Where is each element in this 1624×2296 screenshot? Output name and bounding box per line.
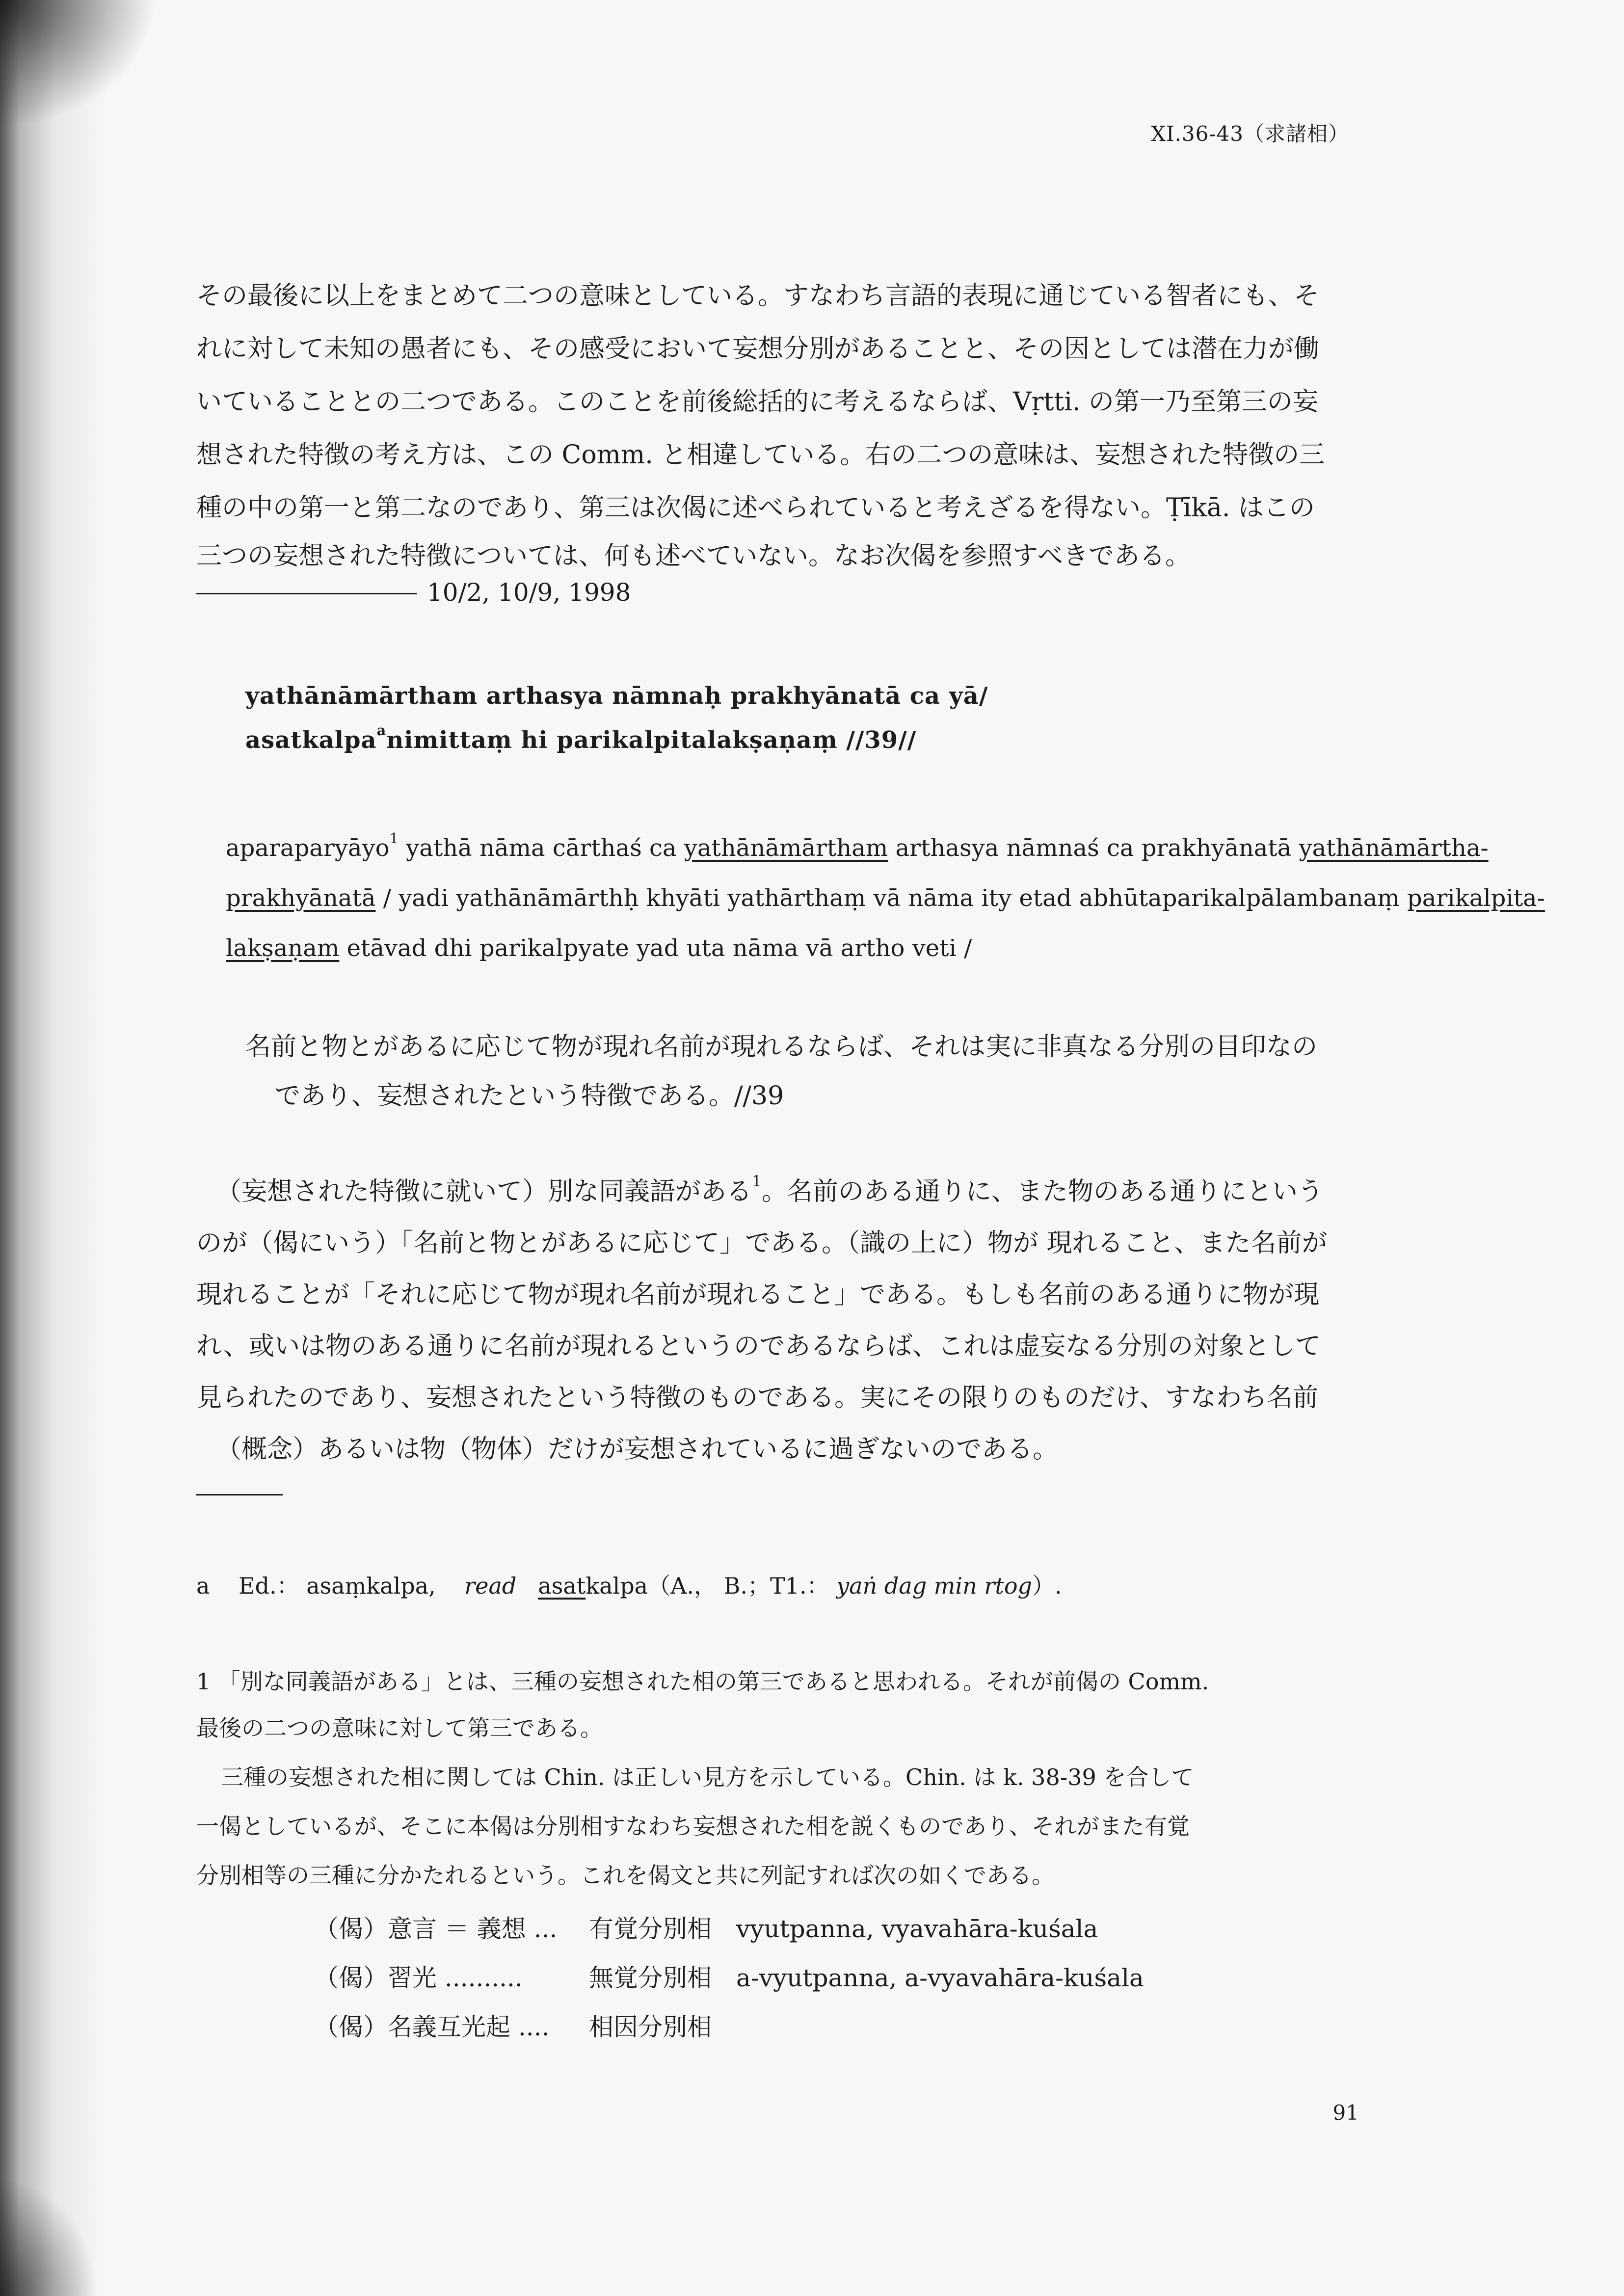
note-1-line: 分別相等の三種に分かたれるという。これを偈文と共に列記すれば次の如くである。	[196, 1862, 1054, 1889]
scan-shadow-bottom-left	[0, 2178, 98, 2296]
explanation-line: のが（偈にいう）「名前と物とがあるに応じて」である。（識の上に）物が 現れること、また名前が	[196, 1228, 1328, 1258]
commentary-line-2: prakhyānatā / yadi yathānāmārthḥ khyāti yathārthaṃ vā nāma ity etad abhūtaparikalpālambanaṃ parikalpita-	[226, 884, 1545, 912]
translation-line-1: 名前と物とがあるに応じて物が現れ名前が現れるならば、それは実に非真なる分別の目印なの	[245, 1032, 1318, 1062]
correspondence-row: （偈）名義互光起 .... 相因分別相	[314, 2013, 712, 2041]
intro-line: いていることとの二つである。このことを前後総括的に考えるならば、Vṛtti. の第一乃至第三の妄	[196, 387, 1318, 417]
intro-line: 三つの妄想された特徴については、何も述べていない。なお次偈を参照すべきである。	[196, 541, 1191, 571]
page-number: 91	[1332, 2101, 1359, 2125]
translation-line-2: であり、妄想されたという特徴である。//39	[275, 1081, 784, 1111]
footnote-rule	[196, 1494, 283, 1495]
intro-line: その最後に以上をまとめて二つの意味としている。すなわち言語的表現に通じている智者にも、そ	[196, 281, 1320, 311]
footnote-a: a Ed.： asaṃkalpa, read asatkalpa（A.， B.；T1.： yaṅ dag min rtog）.	[196, 1573, 1062, 1599]
note-1-line: 三種の妄想された相に関しては Chin. は正しい見方を示している。Chin. は k. 38-39 を合して	[221, 1764, 1194, 1790]
note-1-line: 一偈としているが、そこに本偈は分別相すなわち妄想された相を説くものであり、それがまた有覚	[196, 1813, 1190, 1840]
verse-line-2: asatkalpa$^a$nimittaṃ hi parikalpitalakṣaṇaṃ //39//	[245, 722, 917, 754]
correspondence-row: （偈）意言 ＝ 義想 ... 有覚分別相 vyutpanna, vyavahāra-kuśala	[314, 1915, 1098, 1943]
scan-shadow-top-left	[0, 0, 157, 128]
scan-shadow-left	[0, 0, 142, 2296]
explanation-line: 現れることが「それに応じて物が現れ名前が現れること」である。もしも名前のある通りに物が現	[196, 1280, 1320, 1309]
intro-line: 種の中の第一と第二なのであり、第三は次偈に述べられていると考えざるを得ない。Ṭīkā. はこの	[196, 493, 1315, 523]
dateline-rule	[196, 593, 417, 594]
note-1-line: 1 「別な同義語がある」とは、三種の妄想された相の第三であると思われる。それが前偈の Comm.	[196, 1668, 1209, 1695]
intro-line: 想された特徴の考え方は、この Comm. と相違している。右の二つの意味は、妄想された特徴の三	[196, 440, 1325, 470]
intro-line: れに対して未知の愚者にも、その感受において妄想分別があることと、その因としては潜在力が働	[196, 334, 1320, 364]
explanation-line: れ、或いは物のある通りに名前が現れるというのであるならば、これは虚妄なる分別の対象として	[196, 1332, 1321, 1361]
explanation-line: （概念）あるいは物（物体）だけが妄想されているに過ぎないのである。	[216, 1435, 1059, 1464]
verse-line-1: yathānāmārtham arthasya nāmnaḥ prakhyānatā ca yā/	[245, 682, 988, 710]
explanation-line: （妄想された特徴に就いて）別な同義語がある$^1$。名前のある通りに、また物のある通りにという	[216, 1172, 1323, 1206]
note-1-line: 最後の二つの意味に対して第三である。	[196, 1715, 603, 1741]
dateline: 10/2, 10/9, 1998	[427, 578, 631, 607]
commentary-line-1: aparaparyāyo$^1$ yathā nāma cārthaś ca yathānāmārtham arthasya nāmnaś ca prakhyānatā yathānāmārtha-	[226, 830, 1489, 862]
commentary-line-3: lakṣaṇam etāvad dhi parikalpyate yad uta nāma vā artho veti /	[226, 934, 972, 962]
explanation-line: 見られたのであり、妄想されたという特徴のものである。実にその限りのものだけ、すなわち名前	[196, 1383, 1318, 1413]
correspondence-row: （偈）習光 .......... 無覚分別相 a-vyutpanna, a-vyavahāra-kuśala	[314, 1964, 1144, 1992]
running-header: XI.36-43（求諸相）	[1151, 122, 1349, 146]
